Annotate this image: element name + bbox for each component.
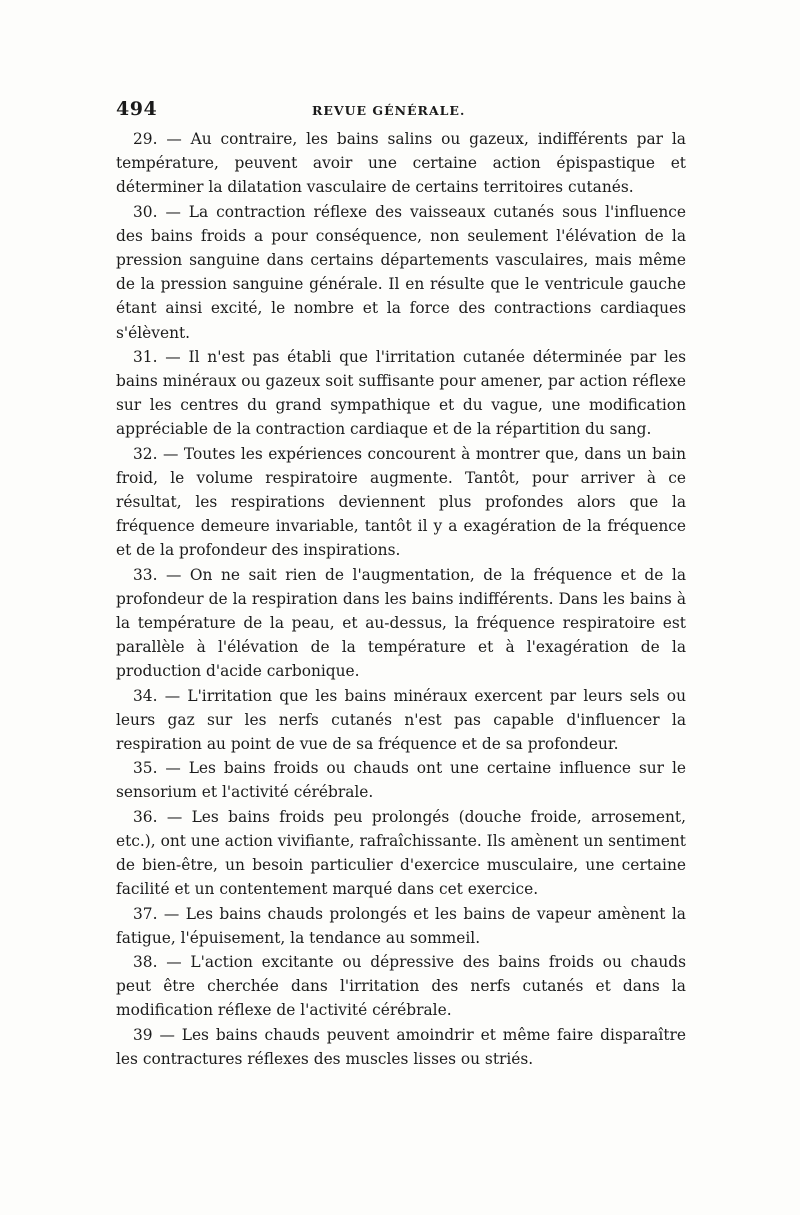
page-number: 494 (116, 98, 158, 120)
paragraph-number: 29. (133, 130, 158, 148)
paragraph-number: 37. (133, 904, 158, 923)
paragraph-32 (116, 442, 686, 563)
paragraph-31 (116, 345, 686, 442)
page-header (116, 98, 686, 122)
paragraph-number: 36. (133, 807, 158, 826)
paragraph-text: — Les bains chauds peuvent amoindrir et même faire disparaître les contractures réflexes des muscles lisses ou striés. (116, 1025, 686, 1068)
paragraph-number: 31. (133, 347, 158, 366)
paragraph-34 (116, 684, 686, 757)
paragraph-text: — Les bains chauds prolongés et les bains de vapeur amènent la fatigue, l'épuisement, la tendance au sommeil. (116, 904, 686, 947)
paragraph-30 (116, 200, 686, 345)
paragraph-text: — Au contraire, les bains salins ou gazeux, indifférents par la température, peuvent avoir une certaine action épispastique et déterminer la dilatation vasculaire de certains territoires cutanés. (116, 130, 686, 197)
paragraph-number: 38. (133, 952, 158, 971)
paragraph-number: 32. (133, 444, 158, 463)
paragraph-text: — Les bains froids ou chauds ont une certaine influence sur le sensorium et l'activité cérébrale. (116, 759, 686, 802)
paragraph-number: 30. (133, 202, 158, 221)
paragraph-39 (116, 1023, 686, 1071)
paragraph-number: 39 (133, 1025, 153, 1044)
paragraph-text: — Il n'est pas établi que l'irritation cutanée déterminée par les bains minéraux ou gazeux soit suffisante pour amener, par action réflexe sur les centres du grand sympathique et du vague, une modification appréciable de la contraction cardiaque et de la répartition du sang. (116, 347, 686, 439)
paragraph-number: 35. (133, 759, 158, 778)
paragraph-33 (116, 563, 686, 684)
paragraph-text: — Les bains froids peu prolongés (douche froide, arrosement, etc.), ont une action vivifiante, rafraîchissante. Ils amènent un sentiment de bien-être, un besoin particulier d'exercice musculaire, une certaine facilité et un contentement marqué dans cet exercice. (116, 807, 686, 899)
paragraph-text: — La contraction réflexe des vaisseaux cutanés sous l'influence des bains froids a pour conséquence, non seulement l'élévation de la pression sanguine dans certains départements vasculaires, mais même de la pression sanguine générale. Il en résulte que le ventricule gauche étant ainsi excité, le nombre et la force des contractions cardiaques s'élèvent. (116, 202, 686, 342)
paragraph-text: — L'irritation que les bains minéraux exercent par leurs sels ou leurs gaz sur les nerfs cutanés n'est pas capable d'influencer la respiration au point de vue de sa fréquence et de sa profondeur. (116, 686, 686, 754)
running-title: REVUE GÉNÉRALE. (312, 103, 466, 118)
paragraph-number: 33. (133, 565, 158, 584)
paragraph-29 (116, 127, 686, 200)
paragraph-text: — Toutes les expériences concourent à montrer que, dans un bain froid, le volume respiratoire augmente. Tantôt, pour arriver à ce résultat, les respirations deviennent plus profondes alors que la fréquence demeure invariable, tantôt il y a exagération de la fréquence et de la profondeur des inspirations. (116, 444, 686, 560)
paragraph-38 (116, 950, 686, 1023)
paragraph-35 (116, 756, 686, 804)
paragraph-number: 34. (133, 686, 158, 705)
paragraph-text: — On ne sait rien de l'augmentation, de la fréquence et de la profondeur de la respiration dans les bains indifférents. Dans les bains à la température de la peau, et au-dessus, la fréquence respiratoire est parallèle à l'élévation de la température et à l'exagération de la production d'acide carbonique. (116, 565, 686, 681)
paragraph-text: — L'action excitante ou dépressive des bains froids ou chauds peut être cherchée dans l'irritation des nerfs cutanés et dans la modification réflexe de l'activité cérébrale. (116, 952, 686, 1020)
paragraph-37 (116, 902, 686, 950)
paragraph-36 (116, 805, 686, 902)
body-text (116, 127, 686, 1071)
